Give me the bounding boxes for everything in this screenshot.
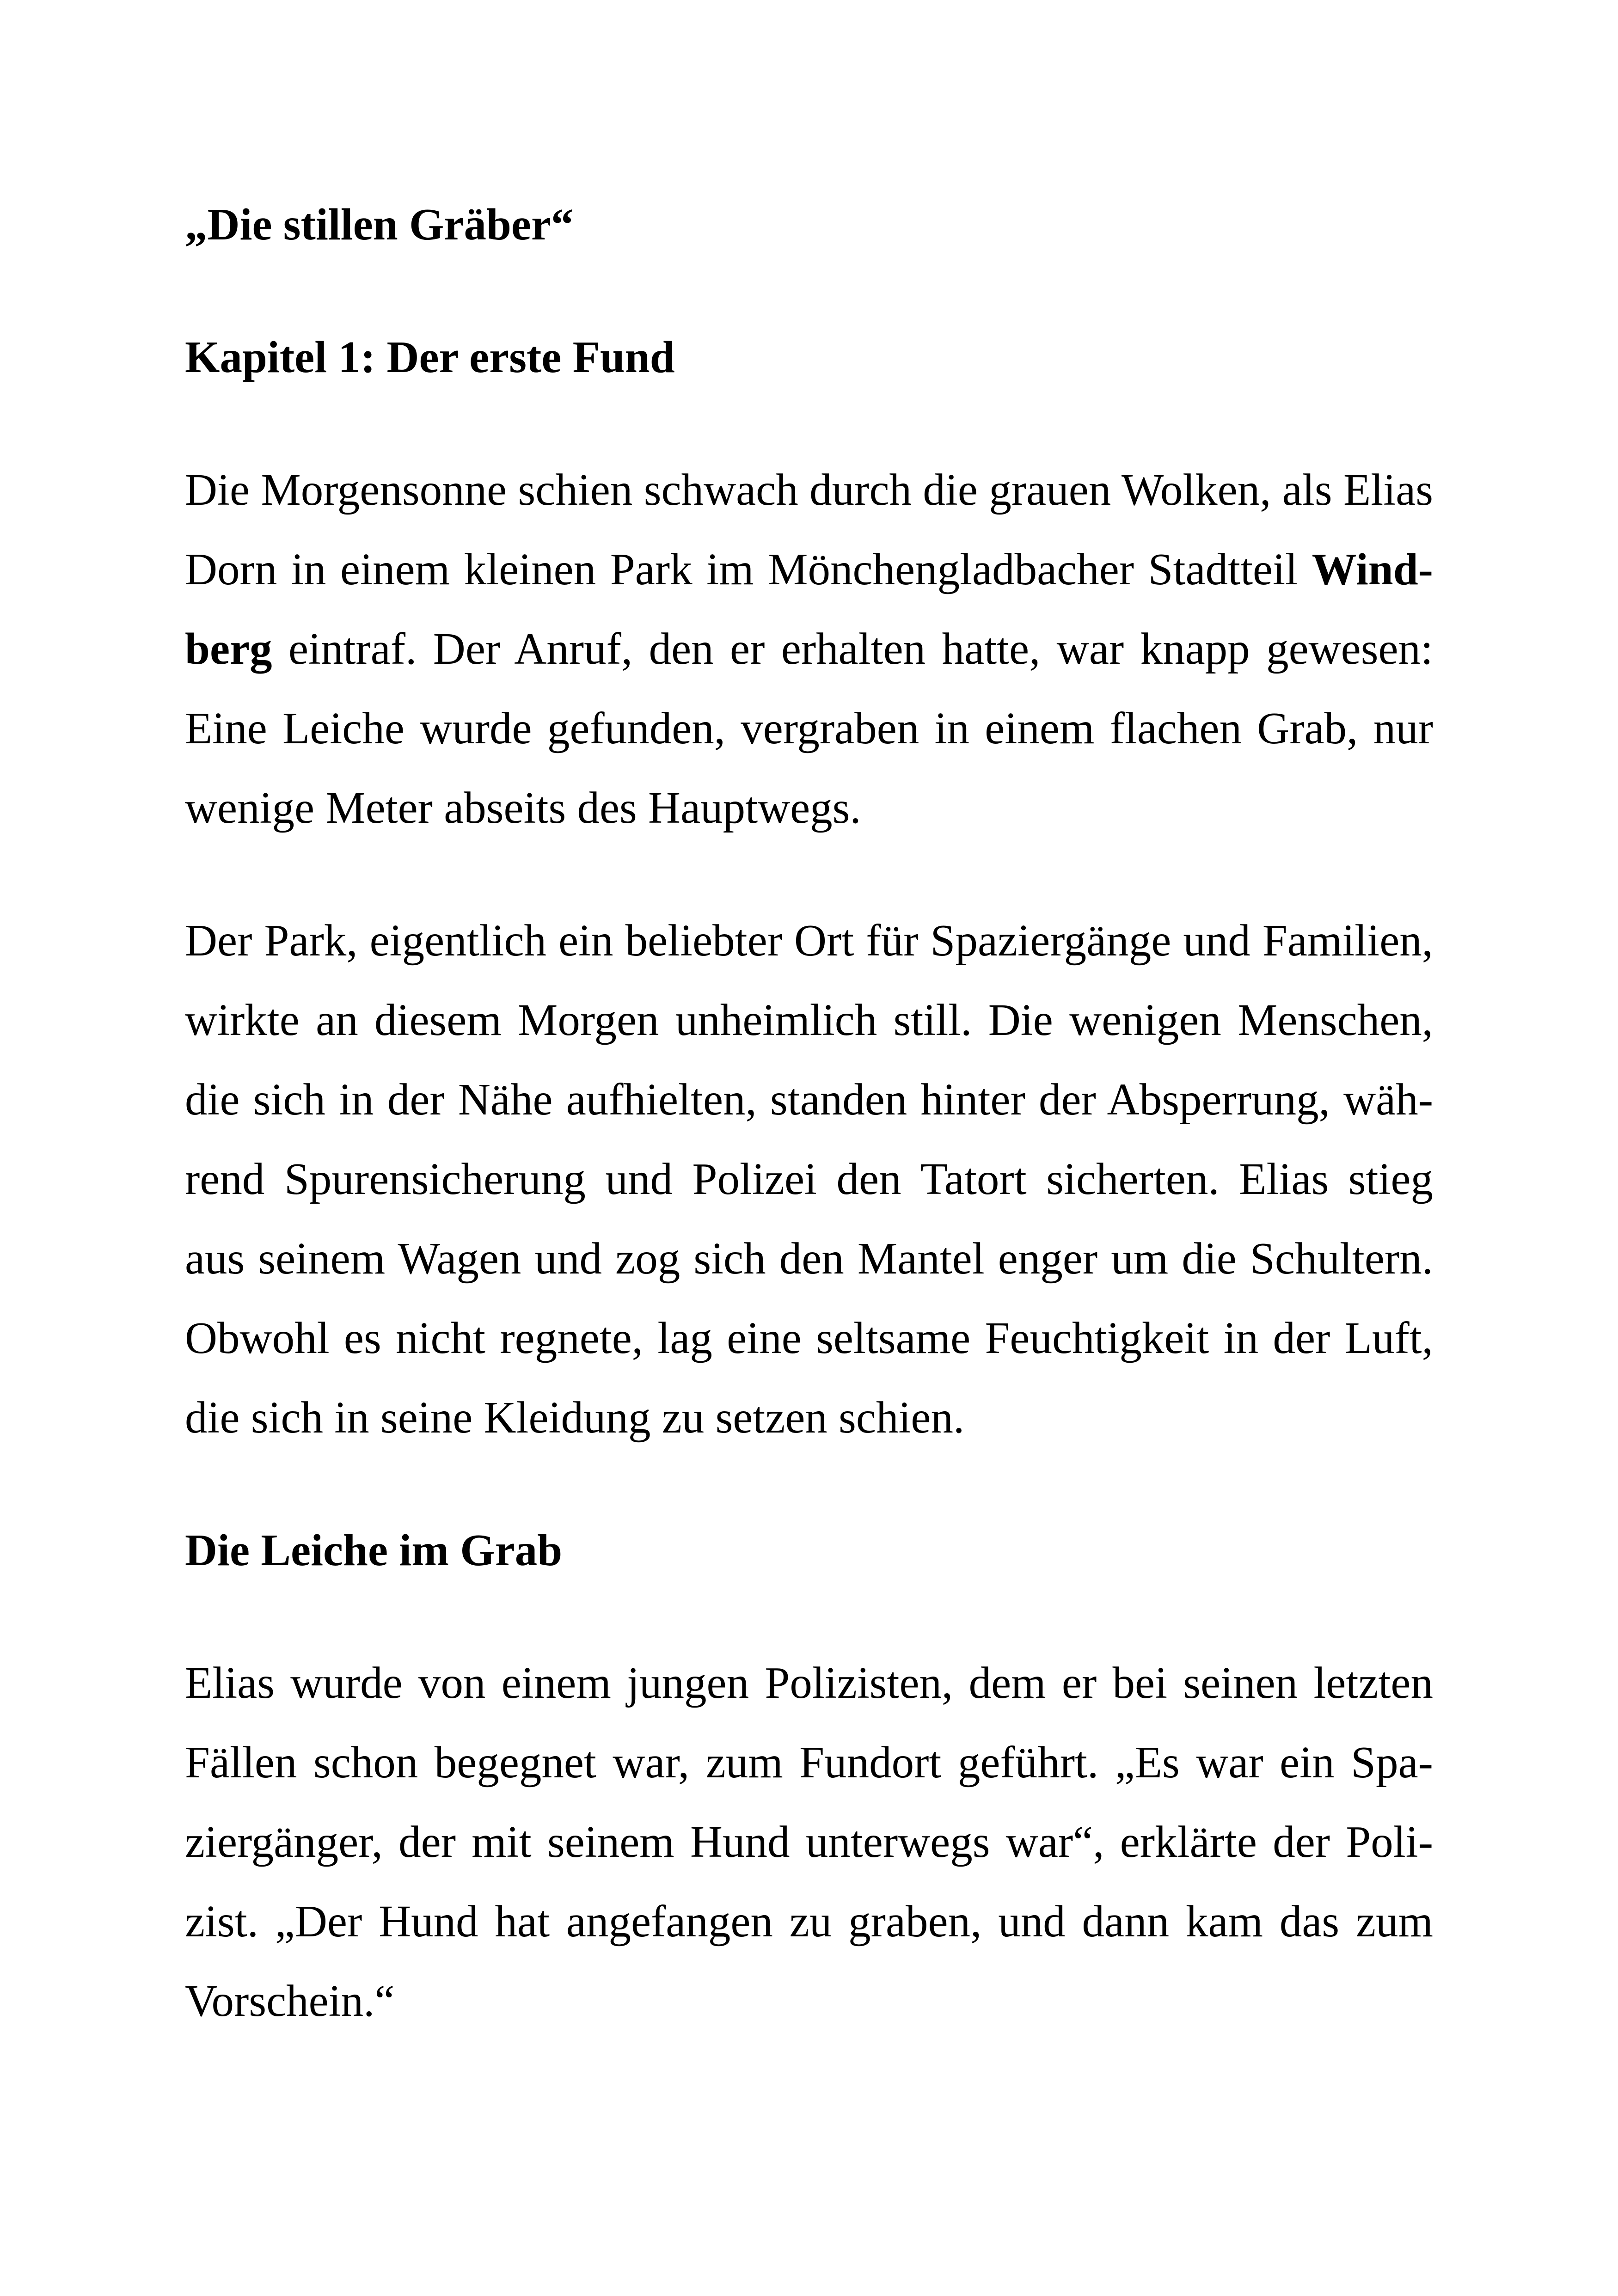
paragraph-3-line-3: ziergänger, der mit seinem Hund unterwegs war“, erklärte der Poli- bbox=[185, 1817, 1433, 1867]
section-subheading: Die Leiche im Grab bbox=[185, 1525, 563, 1575]
paragraph-1-line-2 bbox=[185, 530, 1433, 609]
paragraph-1-line-4: Eine Leiche wurde gefunden, vergraben in einem flachen Grab, nur bbox=[185, 704, 1433, 753]
paragraph-2-line-1: Der Park, eigentlich ein beliebter Ort für Spaziergänge und Familien, bbox=[185, 916, 1433, 965]
paragraph-3-line-2: Fällen schon begegnet war, zum Fundort geführt. „Es war ein Spa- bbox=[185, 1738, 1433, 1787]
paragraph-2-line-4: rend Spurensicherung und Polizei den Tatort sicherten. Elias stieg bbox=[185, 1154, 1433, 1204]
paragraph-3-line-5: Vorschein.“ bbox=[185, 1976, 395, 2026]
paragraph-2-line-5: aus seinem Wagen und zog sich den Mantel enger um die Schultern. bbox=[185, 1234, 1433, 1283]
paragraph-1-line-1: Die Morgensonne schien schwach durch die grauen Wolken, als Elias bbox=[185, 465, 1433, 514]
paragraph-3-line-1: Elias wurde von einem jungen Polizisten, dem er bei seinen letzten bbox=[185, 1658, 1433, 1708]
chapter-heading: Kapitel 1: Der erste Fund bbox=[185, 332, 675, 382]
bold-place-name-part2: berg bbox=[185, 624, 272, 673]
paragraph-2-line-6: Obwohl es nicht regnete, lag eine seltsame Feuchtigkeit in der Luft, bbox=[185, 1313, 1433, 1363]
paragraph-1-line-3 bbox=[185, 609, 1433, 689]
bold-place-name-part1: Wind- bbox=[1312, 545, 1433, 594]
paragraph-1 bbox=[185, 450, 1433, 848]
document-body bbox=[185, 185, 1433, 2041]
paragraph-1-line-2-text: Dorn in einem kleinen Park im Mönchengladbacher Stadtteil bbox=[185, 545, 1312, 594]
paragraph-2-line-2: wirkte an diesem Morgen unheimlich still. Die wenigen Menschen, bbox=[185, 995, 1433, 1045]
story-title: „Die stillen Gräber“ bbox=[185, 200, 574, 249]
paragraph-1-line-5: wenige Meter abseits des Hauptwegs. bbox=[185, 783, 861, 833]
paragraph-2-line-3: die sich in der Nähe aufhielten, standen hinter der Absperrung, wäh- bbox=[185, 1075, 1433, 1124]
paragraph-3 bbox=[185, 1643, 1433, 2041]
paragraph-1-line-3-text: eintraf. Der Anruf, den er erhalten hatte, war knapp gewesen: bbox=[272, 624, 1433, 673]
paragraph-2-line-7: die sich in seine Kleidung zu setzen schien. bbox=[185, 1393, 965, 1442]
paragraph-3-line-4: zist. „Der Hund hat angefangen zu graben, und dann kam das zum bbox=[185, 1897, 1433, 1946]
paragraph-2 bbox=[185, 901, 1433, 1457]
